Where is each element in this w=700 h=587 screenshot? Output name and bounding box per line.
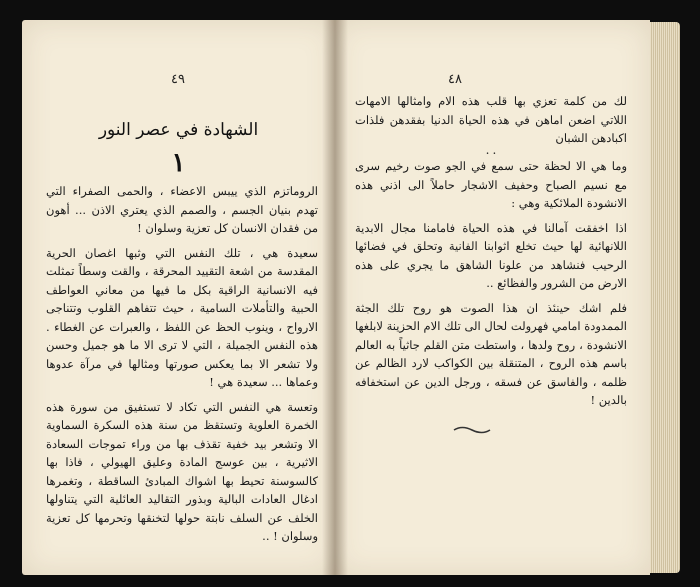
right-paragraph: لك من كلمة تعزي بها قلب هذه الام وامثالها الامهات اللاتي اضعن اماهن في هذه الحياة الدنيا بفقدهن فلذات اكبادهن الشبان bbox=[355, 94, 627, 145]
right-page-text bbox=[355, 157, 627, 416]
right-page-number: ٤٨ bbox=[448, 72, 462, 87]
left-paragraph: وتعسة هي النفس التي تكاد لا تستفيق من سورة هذه الخمرة العلوية وتستقظ من سنة هذه السكرة السماوية الا وتشعر بيد خفية تقذف بها من وراء تموجات السعادة الاثيرية ، بين عوسج المادة وعليق الهيولي ، فاذا بها كالسوسنة تحيط بها اشواك المبادئ الساقطة ، وتغمرها ادغال العادات البالية وبذور التقاليد العائلية التي يتناولها الخلف عن السلف نابتة حولها لتخنقها وتحرمها كل تعزية وسلوان ! .. bbox=[46, 399, 318, 543]
open-book bbox=[22, 20, 680, 575]
page-edges bbox=[650, 22, 680, 573]
book-gutter bbox=[322, 20, 348, 575]
left-paragraph: سعيدة هي ، تلك النفس التي وثبها اغصان الحرية المقدسة من اشعة التقييد المحرقة ، والقت وسطاً تمثلت فيه الانسانية الراقية بكل ما فيها من معاني العواطف الحبية والتأملات السامية ، حيث تتفاهم القلوب وتتناجى الارواح ، وينوب الحظ عن اللفظ ، والعبرات عن الغطاء . هذه النفس الجميلة ، التي لا ترى الا ما هو جميل وحسن ولا تشعر الا بما يعكس صورتها ومثالها في مرآة عدوها وعماها ... سعيدة هي ! bbox=[46, 245, 318, 389]
chapter-title: الشهادة في عصر النور bbox=[98, 120, 259, 140]
right-paragraph: فلم اشك حينئذ ان هذا الصوت هو روح تلك الجثة الممدودة امامي فهرولت لحال الى تلك الام الحزينة لابلغها الانشودة ، روح ولدها ، واستطت متن القلم جاثياً به العالم باسم هذه الروح ، المتنقلة بين الكواكب لارد الظالم عن ظلمه ، والفاسق عن فسقه ، ورجل الدين عن استخفافه بالدين ! bbox=[355, 300, 627, 407]
right-paragraph: وما هي الا لحظة حتى سمع في الجو صوت رخيم سرى مع نسيم الصباح وحفيف الاشجار حاملاً الى اذني هذه الانشودة الملائكية وهي : bbox=[355, 159, 627, 210]
right-page bbox=[335, 20, 650, 575]
left-page-number: ٤٩ bbox=[171, 72, 185, 87]
right-paragraph: اذا اخفقت آمالنا في هذه الحياة فامامنا مجال الابدية اللانهائية لها حيث تخلع اثوابنا الفانية وتحلق في فضائها الرحيب فنشاهد من علونا الشاهق ما يجري على هذه الارض من الشرور والفظائع .. bbox=[355, 220, 627, 290]
separator-dots: .. bbox=[485, 143, 500, 157]
end-ornament-icon bbox=[452, 425, 492, 435]
left-paragraph: الروماتزم الذي ييبس الاعضاء ، والحمى الصفراء التي تهدم بنيان الجسم ، والصمم الذي يعتري الاذن ... أهون من فقدان الانسان كل تعزية وسلوان ! bbox=[46, 184, 318, 235]
section-number: ١ bbox=[171, 148, 186, 178]
left-page bbox=[22, 20, 335, 575]
left-page-text bbox=[46, 182, 318, 552]
